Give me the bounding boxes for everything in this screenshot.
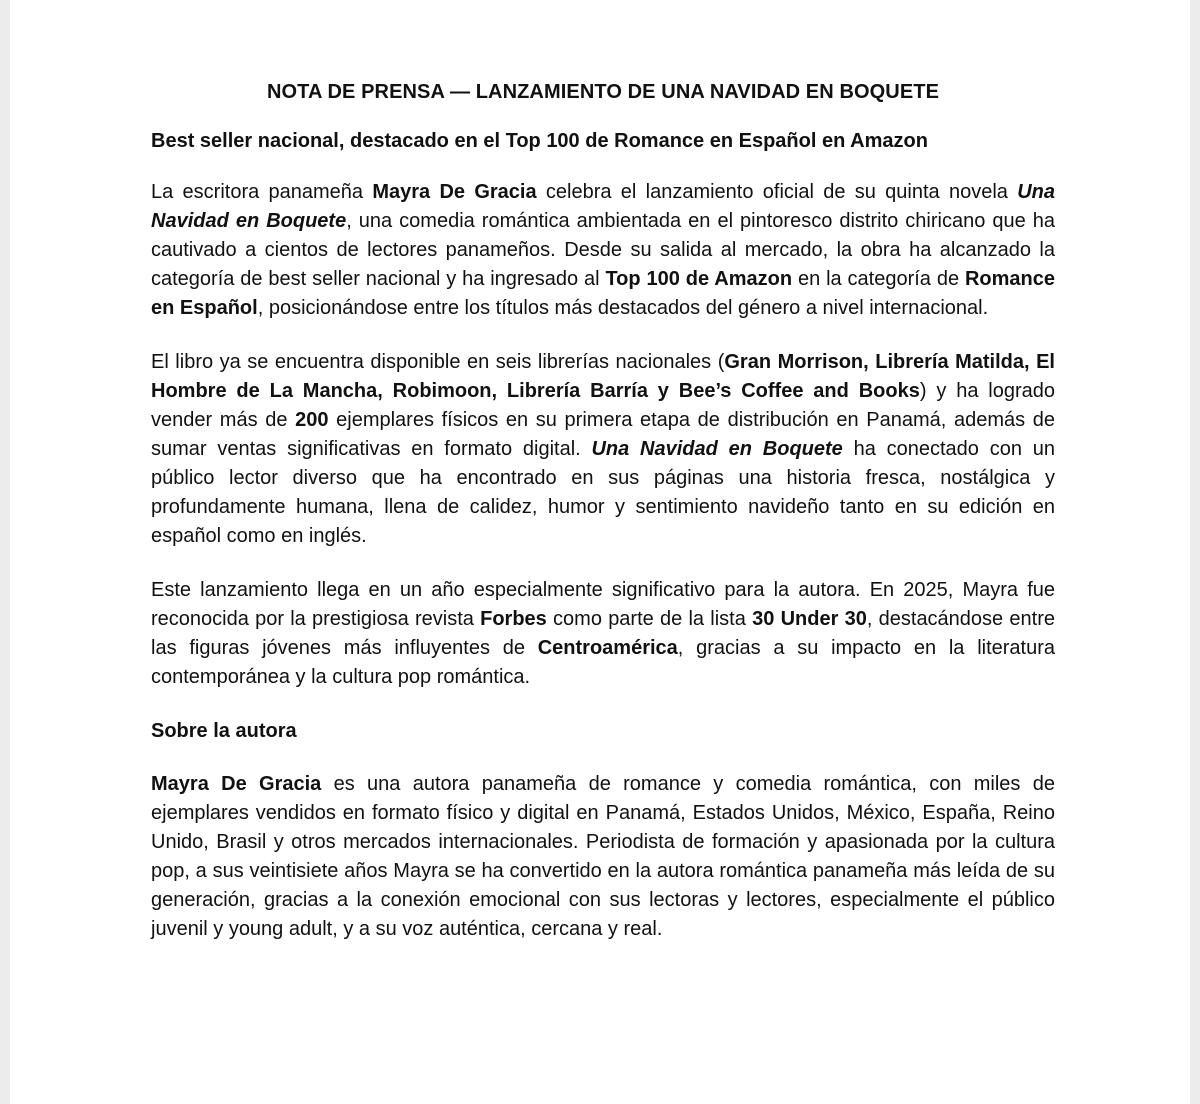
bookstores-bold: Gran Morrison, Librería Matilda, El Hombre de La Mancha, Robimoon, Librería Barría y Bee’s Coffee and Books	[151, 351, 1055, 402]
document-title: NOTA DE PRENSA — LANZAMIENTO DE UNA NAVIDAD EN BOQUETE	[266, 81, 940, 103]
text-run: es una autora panameña de romance y comedia romántica, con miles de ejemplares vendidos en formato físico y digital en Panamá, Estados Unidos, México, España, Reino Unido, Brasil y otros mercados internacionales. Periodista de formación y apasionada por la cultura pop, a sus veintisiete años Mayra se ha convertido en la autora romántica panameña más leída de su generación, gracias a la conexión emocional con sus lectoras y lectores, especialmente el público juvenil y young adult, y a su voz auténtica, cercana y real.	[151, 773, 1055, 940]
text-run: como parte de la lista	[546, 608, 753, 630]
text-run: Este lanzamiento llega en un año especialmente significativo para la autora. En 2025, Mayra fue reconocida por la prestigiosa revista	[151, 579, 1055, 630]
book-title-italic: Una Navidad en Boquete	[591, 438, 843, 460]
text-run: , destacándose entre las figuras jóvenes más influyentes de	[151, 608, 1055, 659]
top-100-bold: Top 100 de Amazon	[605, 268, 793, 290]
text-run: ejemplares físicos en su primera etapa de distribución en Panamá, además de sumar ventas significativas en formato digital.	[151, 409, 1055, 460]
text-run: ) y ha logrado vender más de	[151, 380, 1056, 431]
forbes-bold: Forbes	[480, 608, 547, 630]
text-run: ha conectado con un público lector diverso que ha encontrado en sus páginas una historia fresca, nostálgica y profundamente humana, llena de calidez, humor y sentimiento navideño tanto en su edición en español como en inglés.	[151, 438, 1055, 547]
list-name-bold: 30 Under 30	[752, 608, 867, 630]
text-run: celebra el lanzamiento oficial de su quinta novela	[536, 181, 1018, 203]
paragraph-forbes	[151, 576, 1055, 692]
category-bold: Romance en Español	[151, 268, 1055, 319]
text-run: , posicionándose entre los títulos más destacados del género a nivel internacional.	[257, 297, 989, 319]
paragraph-launch	[151, 178, 1055, 323]
text-run: , gracias a su impacto en la literatura contemporánea y la cultura pop romántica.	[151, 637, 1056, 688]
paragraph-author-bio	[151, 770, 1055, 944]
book-title-italic: Una Navidad en Boquete	[151, 181, 1055, 232]
text-run: El libro ya se encuentra disponible en seis librerías nacionales (	[151, 351, 725, 373]
copies-count-bold: 200	[295, 409, 329, 431]
author-name-bold: Mayra De Gracia	[372, 181, 537, 203]
author-name-bold: Mayra De Gracia	[151, 773, 322, 795]
text-run: , una comedia romántica ambientada en el pintoresco distrito chiricano que ha cautivado a cientos de lectores panameños. Desde su salida al mercado, la obra ha alcanzado la categoría de best seller nacional y ha ingresado al	[151, 210, 1055, 290]
document-page	[10, 0, 1190, 1104]
section-heading-author: Sobre la autora	[151, 720, 297, 742]
paragraph-availability	[151, 348, 1055, 551]
document-subtitle: Best seller nacional, destacado en el Top 100 de Romance en Español en Amazon	[151, 130, 928, 152]
text-run: en la categoría de	[792, 268, 965, 290]
region-bold: Centroamérica	[537, 637, 678, 659]
document-content	[151, 72, 1055, 944]
text-run: La escritora panameña	[151, 181, 373, 203]
